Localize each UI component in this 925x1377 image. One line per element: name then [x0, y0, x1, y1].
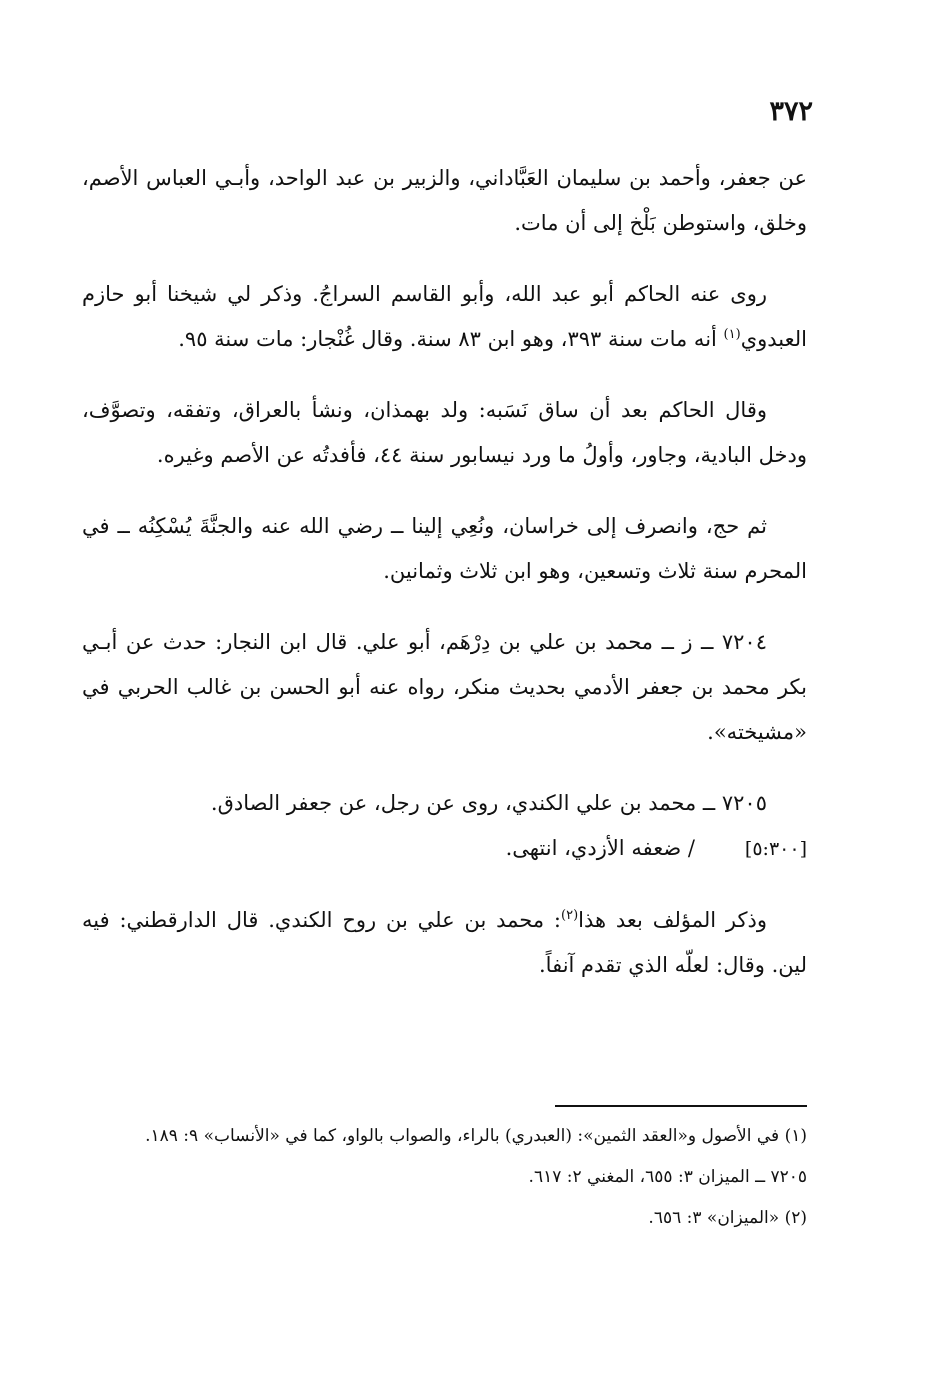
paragraph-2-text-b: أنه مات سنة ٣٩٣، وهو ابن ٨٣ سنة. وقال غُنْجار: مات سنة ٩٥. [178, 327, 724, 351]
paragraph-7 [82, 898, 807, 988]
entry-7204: ٧٢٠٤ ــ ز ــ محمد بن علي بن دِرْهَم، أبو علي. قال ابن النجار: حدث عن أبـي بكر محمد بن جعفر الأدمي بحديث منكر، رواه عنه أبو الحسن بن غالب الحربي في «مشيخته». [82, 630, 807, 744]
footnote-divider [555, 1105, 807, 1107]
footnote-1: (١) في الأصول و«العقد الثمين»: (العبدري) بالراء، والصواب بالواو، كما في «الأنساب» ٩: ١٨٩. [145, 1126, 807, 1146]
footnote-mark-2: (٢) [561, 908, 579, 923]
paragraph-2-text-a: روى عنه الحاكم أبو عبد الله، وأبو القاسم السراجُ. وذكر لي شيخنا أبو حازم العبدوي [82, 282, 807, 351]
entry-7205-text: ٧٢٠٥ ــ محمد بن علي الكندي، روى عن رجل، عن جعفر الصادق. [210, 791, 767, 815]
paragraph-7-text-b: : محمد بن علي بن روح الكندي. قال الدارقطني: فيه لين. وقال: لعلّه الذي تقدم آنفاً. [82, 908, 807, 977]
footnote-mark-1: (١) [723, 327, 741, 342]
paragraph-2 [82, 272, 807, 362]
main-text [82, 156, 807, 988]
paragraph-1: عن جعفر، وأحمد بن سليمان العَبَّاداني، والزبير بن عبد الواحد، وأبـي العباس الأصم، وخلق، واستوطن بَلْخ إلى أن مات. [82, 166, 807, 235]
entry-7205-continuation: / ضعفه الأزدي، انتهى. [505, 836, 695, 860]
footnotes [82, 1120, 807, 1243]
margin-reference: [٥:٣٠٠] [744, 838, 807, 860]
paragraph-7-text-a: وذكر المؤلف بعد هذا [578, 908, 767, 932]
paragraph-4: ثم حج، وانصرف إلى خراسان، ونُعِي إلينا ــ رضي الله عنه والجنَّةَ يُسْكِنُه ــ في المحرم سنة ثلاث وتسعين، وهو ابن ثلاث وثمانين. [82, 514, 807, 583]
footnote-source-7205: ٧٢٠٥ ــ الميزان ٣: ٦٥٥، المغني ٢: ٦١٧. [528, 1167, 807, 1187]
footnote-2: (٢) «الميزان» ٣: ٦٥٦. [648, 1208, 807, 1228]
entry-7205 [82, 781, 807, 872]
paragraph-3: وقال الحاكم بعد أن ساق نَسَبه: ولد بهمذان، ونشأ بالعراق، وتفقه، وتصوَّف، ودخل البادية، وجاور، وأولُ ما ورد نيسابور سنة ٤٤، فأفدتُه عن الأصم وغيره. [82, 398, 807, 467]
page-number: ٣٧٢ [769, 96, 813, 127]
